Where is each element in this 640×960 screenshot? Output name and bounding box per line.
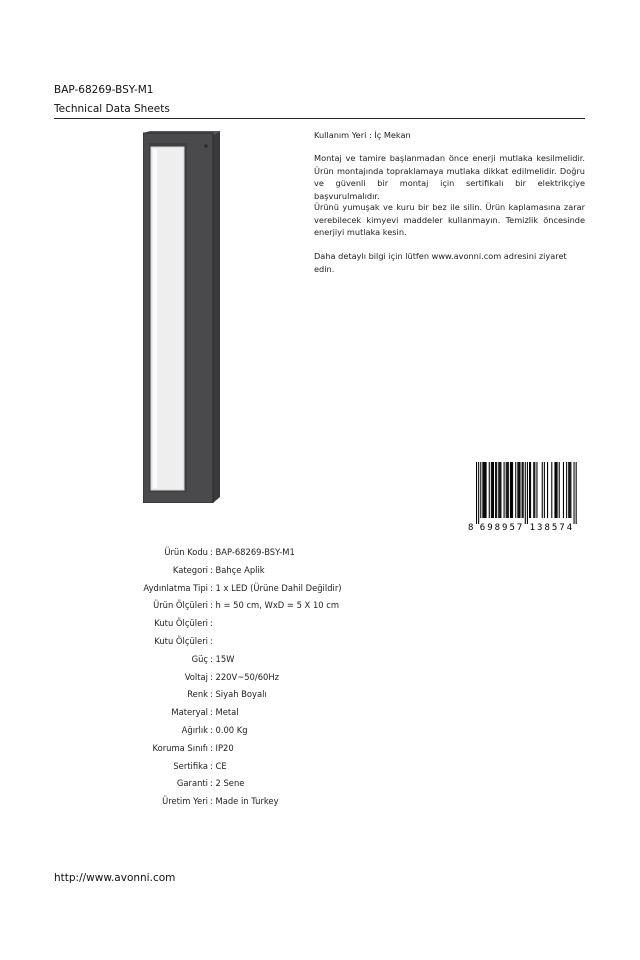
spec-value: [210, 615, 213, 633]
barcode-digit: 7: [516, 523, 523, 532]
barcode-bar: [534, 462, 535, 518]
installation-warning: Montaj ve tamire başlanmadan önce enerji mutlaka kesilmelidir. Ürün montajında topraklamaya mutlaka dikkat edilmelidir. Doğru ve güvenli bir montaj için sertifikalı bir elektrikçiye başvurulmalıdır.: [314, 153, 585, 201]
barcode-bar: [512, 462, 513, 518]
barcode-bar: [504, 462, 505, 518]
barcode-bar: [536, 462, 537, 518]
barcode-bar: [522, 462, 523, 518]
barcode-digit: 7: [559, 523, 565, 532]
spec-row-guc: [0, 651, 640, 669]
usage-location: Kullanım Yeri : İç Mekan: [314, 130, 411, 140]
spec-label: Ağırlık: [181, 724, 208, 735]
spec-value: : h = 50 cm, WxD = 5 X 10 cm: [210, 597, 339, 615]
product-code-heading: BAP-68269-BSY-M1: [54, 84, 154, 96]
spec-label: Garanti: [176, 778, 208, 789]
barcode-bar: [508, 462, 509, 518]
barcode-bar: [530, 462, 531, 518]
barcode-bar: [527, 462, 528, 524]
barcode-bar: [491, 462, 492, 518]
spec-label: Kategori: [172, 564, 208, 575]
spec-label: Güç: [191, 653, 208, 664]
barcode-bar: [498, 462, 499, 518]
barcode-bar: [525, 462, 526, 524]
spec-table: [0, 544, 640, 811]
spec-row-aydinlatma-tipi: [0, 580, 640, 598]
website-link[interactable]: http://www.avonni.com: [54, 872, 176, 884]
barcode-bar: [519, 462, 520, 518]
barcode-digit: 3: [537, 523, 543, 532]
barcode-bar: [476, 462, 477, 524]
barcode-bar: [570, 462, 571, 518]
spec-value: : Bahçe Aplik: [210, 562, 265, 580]
spec-row-materyal: [0, 704, 640, 722]
barcode-bar: [563, 462, 564, 518]
barcode-digit: 9: [502, 523, 508, 532]
spec-label: Aydınlatma Tipi: [143, 582, 208, 593]
spec-row-urun-kodu: [0, 544, 640, 562]
barcode-bar: [523, 462, 524, 518]
barcode-digit: 8: [544, 523, 550, 532]
barcode-bar: [507, 462, 508, 518]
barcode-bar: [482, 462, 483, 518]
barcode-bar: [492, 462, 493, 518]
barcode-bar: [559, 462, 560, 518]
spec-value: : 1 x LED (Ürüne Dahil Değildir): [210, 580, 342, 598]
barcode-bar: [493, 462, 494, 518]
barcode-bar: [557, 462, 558, 518]
spec-label: Kutu Ölçüleri: [154, 635, 208, 646]
spec-label: Materyal: [171, 707, 208, 718]
barcode-digit: 8: [494, 523, 501, 532]
barcode-bar: [511, 462, 512, 518]
barcode-bar: [566, 462, 567, 518]
barcode-digit: 5: [551, 523, 558, 532]
barcode-digit: 8: [468, 523, 474, 532]
barcode-bar: [478, 462, 479, 524]
cleaning-instructions: Ürünü yumuşak ve kuru bir bez ile silin. Ürün kaplamasına zarar verebilecek kimyevi maddeler kullanmayın. Temizlik öncesinde enerjiyi mutlaka kesin.: [314, 202, 585, 238]
spec-label: Ürün Ölçüleri: [153, 600, 208, 611]
spec-row-urun-olculeri: [0, 597, 640, 615]
barcode-bar: [551, 462, 552, 518]
spec-row-koruma-sinifi: [0, 740, 640, 758]
barcode-bars: [476, 462, 577, 524]
spec-label: Sertifika: [173, 760, 208, 771]
product-image: [143, 131, 220, 503]
spec-row-renk: [0, 686, 640, 704]
barcode-bar: [484, 462, 485, 518]
barcode-digit: 6: [479, 523, 486, 532]
barcode-bar: [556, 462, 557, 518]
spec-value: : 220V~50/60Hz: [210, 669, 279, 687]
barcode-bar: [576, 462, 577, 524]
spec-label: Üretim Yeri: [162, 796, 208, 807]
spec-value: : 2 Sene: [210, 775, 244, 793]
barcode-bar: [496, 462, 497, 518]
barcode-bar: [495, 462, 496, 518]
barcode-digit: 9: [487, 523, 493, 532]
spec-row-kutu-olculeri-1: [0, 615, 640, 633]
spec-row-sertifika: [0, 758, 640, 776]
spec-row-uretim-yeri: [0, 793, 640, 811]
barcode-digits: [468, 523, 572, 532]
spec-value: : IP20: [210, 740, 234, 758]
barcode-bar: [500, 462, 501, 518]
barcode-bar: [510, 462, 511, 518]
barcode-bar: [489, 462, 490, 518]
more-info-note: Daha detaylı bilgi için lütfen www.avonni.com adresini ziyaret edin.: [314, 251, 567, 274]
barcode-digit: 1: [529, 523, 536, 532]
barcode-bar: [486, 462, 487, 518]
spec-label: Koruma Sınıfı: [152, 742, 208, 753]
spec-label: Ürün Kodu: [164, 547, 208, 557]
spec-value: : CE: [210, 758, 227, 776]
barcode-bar: [499, 462, 500, 518]
barcode-bar: [569, 462, 570, 518]
barcode-digit: 5: [509, 523, 515, 532]
barcode-bar: [568, 462, 569, 518]
spec-value: : 15W: [210, 651, 234, 669]
barcode-bar: [480, 462, 481, 518]
spec-value: : 0.00 Kg: [210, 722, 248, 740]
spec-label: Kutu Ölçüleri: [154, 618, 208, 629]
spec-value: : BAP-68269-BSY-M1: [210, 544, 295, 562]
spec-row-voltaj: [0, 669, 640, 687]
spec-label: Renk: [187, 689, 208, 700]
spec-value: : Siyah Boyalı: [210, 686, 267, 704]
barcode-bar: [515, 462, 516, 518]
barcode-bar: [554, 462, 555, 518]
barcode-bar: [529, 462, 530, 518]
barcode-bar: [506, 462, 507, 518]
header-divider: [54, 118, 585, 119]
spec-value: : Metal: [210, 704, 239, 722]
spec-label: Voltaj: [184, 671, 208, 682]
barcode-bar: [517, 462, 518, 518]
barcode-digit: 4: [566, 523, 573, 532]
spec-value: : Made in Turkey: [210, 793, 279, 811]
barcode-bar: [574, 462, 575, 524]
barcode-bar: [544, 462, 545, 518]
spec-row-kutu-olculeri-2: [0, 633, 640, 651]
spec-row-garanti: [0, 775, 640, 793]
document-title: Technical Data Sheets: [54, 103, 170, 115]
barcode-bar: [518, 462, 519, 518]
spec-value: [210, 633, 213, 651]
barcode-bar: [542, 462, 543, 518]
barcode-bar: [547, 462, 548, 518]
barcode-bar: [533, 462, 534, 518]
spec-row-kategori: [0, 562, 640, 580]
barcode: [465, 462, 585, 532]
barcode-bar: [483, 462, 484, 518]
spec-row-agirlik: [0, 722, 640, 740]
